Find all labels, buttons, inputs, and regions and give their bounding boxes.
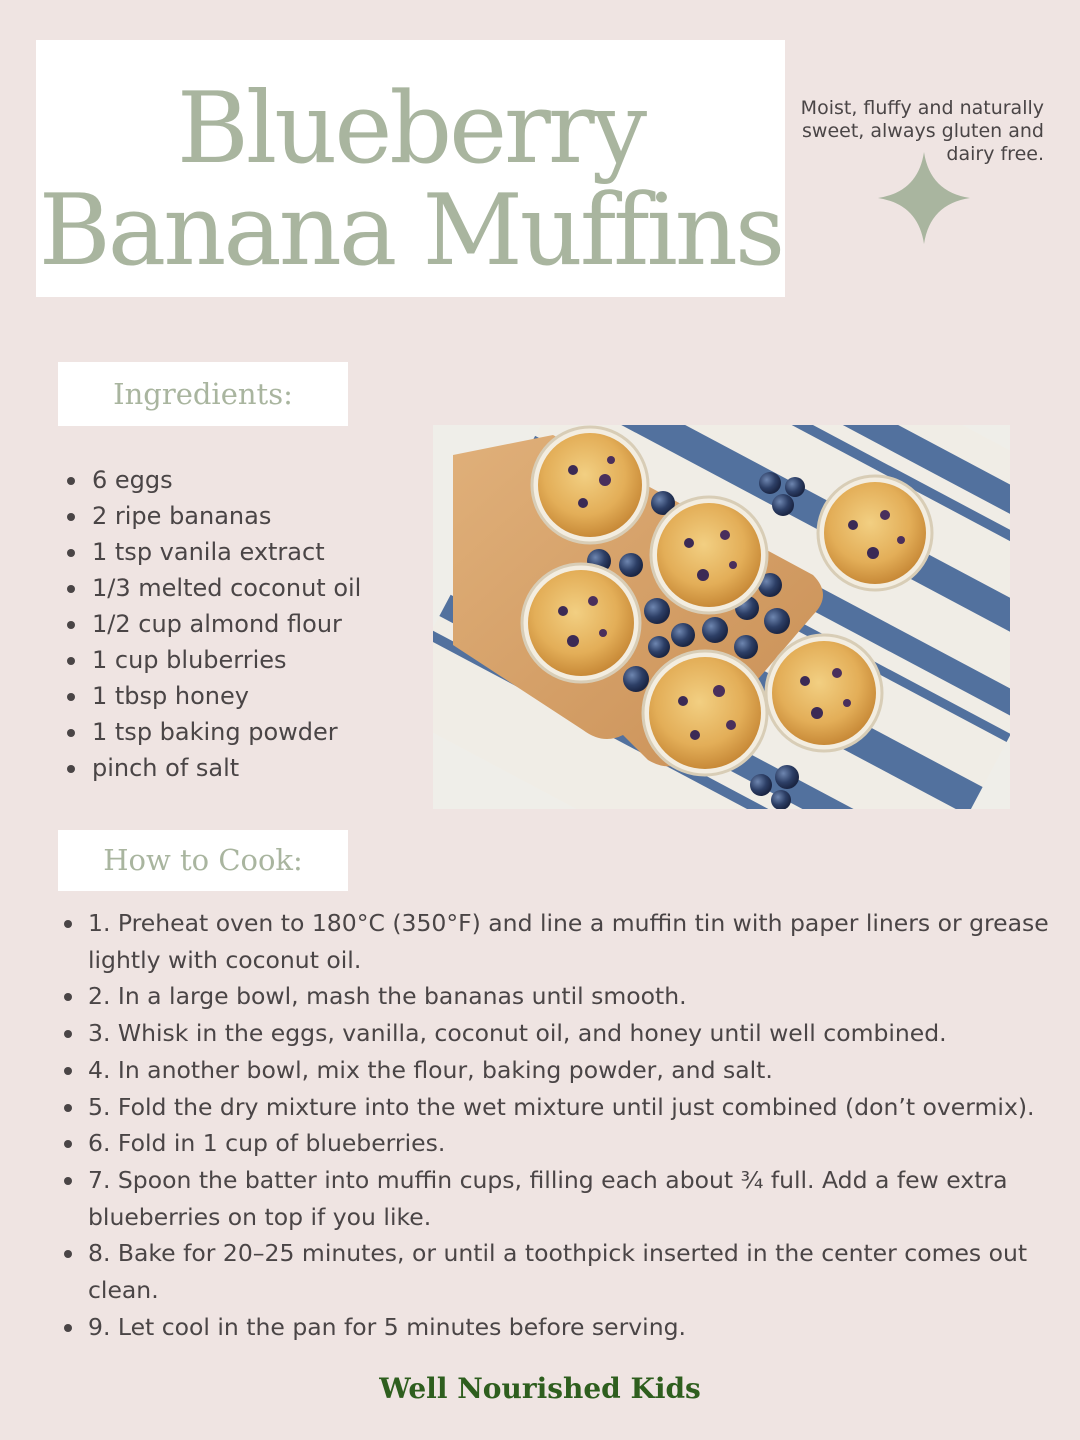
ingredient-item: 2 ripe bananas: [62, 498, 361, 534]
method-step: 2. In a large bowl, mash the bananas until smooth.: [60, 978, 1075, 1015]
method-step: 1. Preheat oven to 180°C (350°F) and line a muffin tin with paper liners or grease lightly with coconut oil.: [60, 905, 1075, 978]
ingredient-item: 1/2 cup almond flour: [62, 606, 361, 642]
method-step: 8. Bake for 20–25 minutes, or until a toothpick inserted in the center comes out clean.: [60, 1235, 1075, 1308]
method-step: 6. Fold in 1 cup of blueberries.: [60, 1125, 1075, 1162]
title-line-2: Banana Muffins: [38, 174, 783, 288]
method-step: 7. Spoon the batter into muffin cups, filling each about ¾ full. Add a few extra blueberries on top if you like.: [60, 1162, 1075, 1235]
method-step: 3. Whisk in the eggs, vanilla, coconut oil, and honey until well combined.: [60, 1015, 1075, 1052]
method-step: 5. Fold the dry mixture into the wet mixture until just combined (don’t overmix).: [60, 1089, 1075, 1126]
ingredients-list: [62, 462, 361, 786]
ingredient-item: pinch of salt: [62, 750, 361, 786]
method-step: 9. Let cool in the pan for 5 minutes before serving.: [60, 1309, 1075, 1346]
tagline: Moist, fluffy and naturally sweet, always gluten and dairy free.: [800, 97, 1044, 165]
how-to-cook-heading: How to Cook:: [58, 830, 348, 891]
sparkle-icon: [876, 150, 972, 246]
ingredient-item: 1 tbsp honey: [62, 678, 361, 714]
ingredient-item: 6 eggs: [62, 462, 361, 498]
muffins-photo: [433, 425, 1010, 809]
ingredient-item: 1 tsp baking powder: [62, 714, 361, 750]
title-card: [36, 40, 785, 297]
title-line-1: Blueberry: [176, 72, 645, 186]
method-step: 4. In another bowl, mix the flour, baking powder, and salt.: [60, 1052, 1075, 1089]
ingredients-heading: Ingredients:: [58, 362, 348, 426]
brand-name: Well Nourished Kids: [379, 1372, 701, 1405]
ingredient-item: 1/3 melted coconut oil: [62, 570, 361, 606]
ingredient-item: 1 tsp vanila extract: [62, 534, 361, 570]
method-steps-list: [60, 905, 1075, 1345]
ingredient-item: 1 cup bluberries: [62, 642, 361, 678]
